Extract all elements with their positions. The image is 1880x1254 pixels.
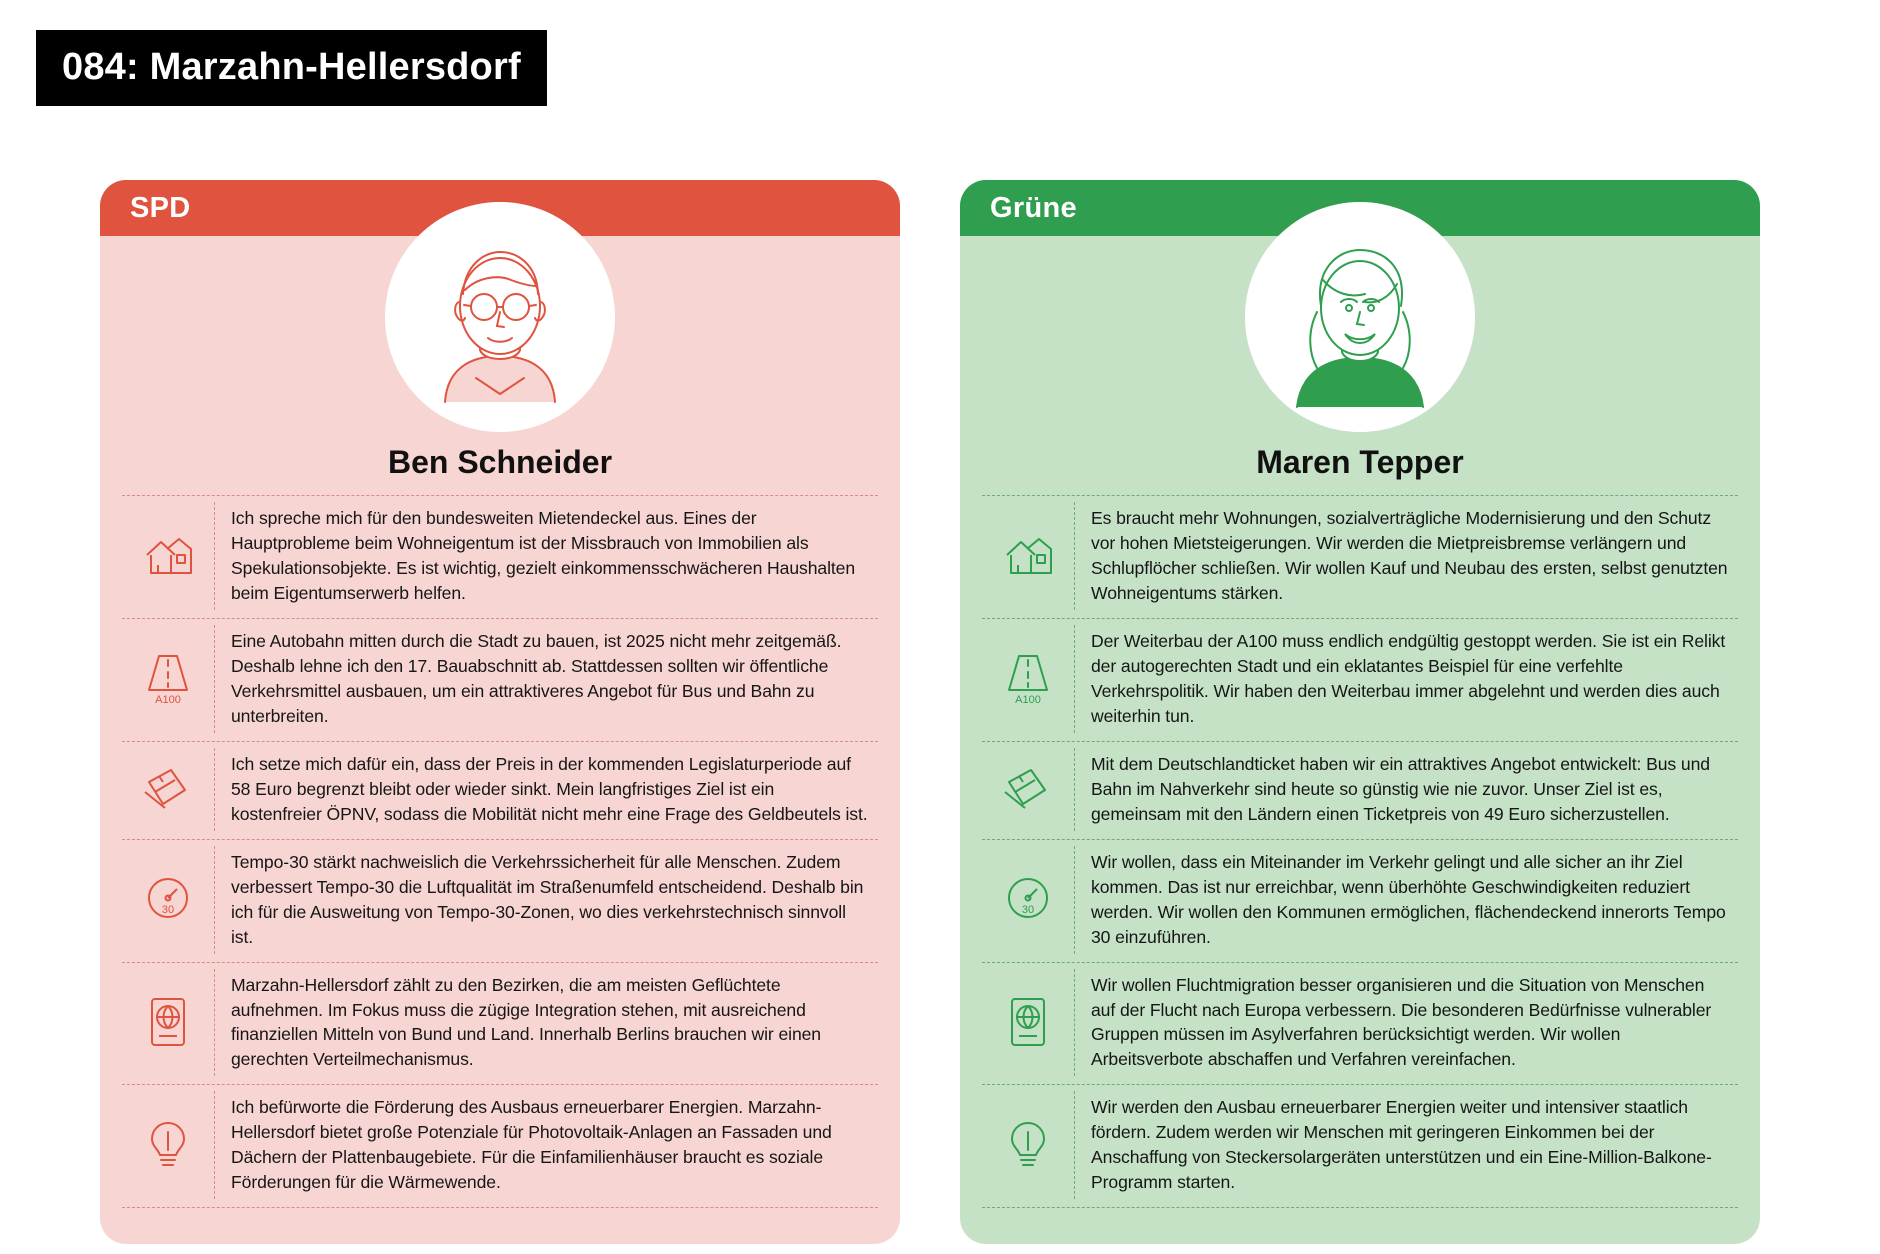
statement-row xyxy=(982,742,1738,840)
statement-row xyxy=(982,963,1738,1086)
statement-list-gruene xyxy=(982,495,1738,1208)
party-label: SPD xyxy=(130,191,191,224)
svg-text:30: 30 xyxy=(1021,903,1035,916)
page-title: 084: Marzahn-Hellersdorf xyxy=(36,30,547,106)
candidate-card-spd xyxy=(100,180,900,1244)
statement-text: Wir wollen, dass ein Miteinander im Verkehr gelingt und alle sicher an ihr Ziel kommen. Das ist nur erreichbar, wenn überhöhte Geschwindigkeiten reduziert werden. Wir wollen den Kommunen ermöglichen, flächendeckend innerorts Tempo 30 einzuführen. xyxy=(1091,851,1726,947)
svg-text:30: 30 xyxy=(161,903,175,916)
statement-row xyxy=(982,619,1738,742)
statement-text: Eine Autobahn mitten durch die Stadt zu bauen, ist 2025 nicht mehr zeitgemäß. Deshalb lehne ich den 17. Bauabschnitt ab. Stattdessen sollten wir öffentliche Verkehrsmittel ausbauen, um ein attraktiveres Angebot für Bus und Bahn zu unterbreiten. xyxy=(231,630,842,726)
statement-row xyxy=(982,1085,1738,1208)
statement-text: Marzahn-Hellersdorf zählt zu den Bezirken, die am meisten Geflüchtete aufnehmen. Im Fokus muss die zügige Integration stehen, mit ausreichend finanziellen Mitteln von Bund und Land. Innerhalb Berlins brauchen wir einen gerechten Verteilmechanismus. xyxy=(231,974,821,1070)
passport-globe-icon xyxy=(122,969,215,1077)
highway-a100-icon xyxy=(122,625,215,733)
statement-text: Ich setze mich dafür ein, dass der Preis in der kommenden Legislaturperiode auf 58 Euro begrenzt bleibt oder wieder sinkt. Mein langfristiges Ziel ist ein kostenfreier ÖPNV, sodass die Mobilität nicht mehr eine Frage des Geldbeutels ist. xyxy=(231,753,868,824)
candidate-cards-container xyxy=(100,180,1800,1244)
candidate-card-gruene xyxy=(960,180,1760,1244)
statement-row xyxy=(122,1085,878,1208)
svg-text:A100: A100 xyxy=(155,693,181,706)
statement-row xyxy=(122,495,878,619)
lightbulb-icon xyxy=(122,1091,215,1199)
passport-globe-icon xyxy=(982,969,1075,1077)
statement-row xyxy=(122,742,878,840)
statement-text: Der Weiterbau der A100 muss endlich endgültig gestoppt werden. Sie ist ein Relikt der autogerechten Stadt und ein eklatantes Beispiel für eine verfehlte Verkehrspolitik. Wir haben den Weiterbau immer abgelehnt und werden dies auch weiterhin tun. xyxy=(1091,630,1726,726)
tickets-icon xyxy=(982,748,1075,831)
statement-text: Ich befürworte die Förderung des Ausbaus erneuerbarer Energien. Marzahn-Hellersdorf bietet große Potenziale für Photovoltaik-Anlagen an Fassaden und Dächern der Plattenbaugebiete. Für die Einfamilienhäuser braucht es soziale Förderungen für die Wärmewende. xyxy=(231,1097,832,1193)
svg-text:A100: A100 xyxy=(1015,693,1041,706)
speed-limit-30-icon xyxy=(982,846,1075,954)
statement-text: Wir werden den Ausbau erneuerbarer Energien weiter und intensiver staatlich fördern. Zudem werden wir Menschen mit geringeren Einkommen bei der Anschaffung von Steckersolargeräten unterstützen und ein Eine-Million-Balkone-Programm starten. xyxy=(1091,1097,1712,1193)
statement-row xyxy=(122,619,878,742)
candidate-name: Maren Tepper xyxy=(1256,444,1464,480)
house-icon xyxy=(122,502,215,610)
speed-limit-30-icon xyxy=(122,846,215,954)
statement-text: Ich spreche mich für den bundesweiten Mietendeckel aus. Eines der Hauptprobleme beim Wohneigentum ist der Missbrauch von Immobilien als Spekulationsobjekte. Es ist wichtig, gezielt einkommensschwächeren Haushalten beim Eigentumserwerb helfen. xyxy=(231,508,856,603)
candidate-portrait-gruene xyxy=(1245,202,1475,432)
statement-list-spd xyxy=(122,495,878,1208)
statement-row xyxy=(982,840,1738,963)
candidate-name: Ben Schneider xyxy=(387,444,613,480)
statement-text: Mit dem Deutschlandticket haben wir ein attraktives Angebot entwickelt: Bus und Bahn im Nahverkehr sind heute so günstig wie nie zuvor. Unser Ziel ist es, gemeinsam mit den Ländern einen Ticketpreis von 49 Euro sicherzustellen. xyxy=(1091,753,1710,824)
candidate-portrait-spd xyxy=(385,202,615,432)
statement-text: Wir wollen Fluchtmigration besser organisieren und die Situation von Menschen auf der Flucht nach Europa verbessern. Die besonderen Bedürfnisse vulnerabler Gruppen müssen im Asylverfahren berücksichtigt werden. Wir wollen Arbeitsverbote abschaffen und Verfahren vereinfachen. xyxy=(1091,974,1712,1070)
highway-a100-icon xyxy=(982,625,1075,733)
statement-row xyxy=(122,840,878,963)
statement-text: Es braucht mehr Wohnungen, sozialverträgliche Modernisierung und den Schutz vor hohen Mietsteigerungen. Wir werden die Mietpreisbremse verlängern und Schlupflöcher schließen. Wir wollen Kauf und Neubau des ersten, selbst genutzten Wohneigentums stärken. xyxy=(1091,508,1728,603)
statement-row xyxy=(122,963,878,1086)
house-icon xyxy=(982,502,1075,610)
tickets-icon xyxy=(122,748,215,831)
statement-text: Tempo-30 stärkt nachweislich die Verkehrssicherheit für alle Menschen. Zudem verbessert Tempo-30 die Luftqualität im Straßenumfeld entscheidend. Deshalb bin ich für die Ausweitung von Tempo-30-Zonen, wo dies verkehrstechnisch sinnvoll ist. xyxy=(231,851,864,947)
party-label: Grüne xyxy=(990,191,1077,224)
statement-row xyxy=(982,495,1738,619)
lightbulb-icon xyxy=(982,1091,1075,1199)
